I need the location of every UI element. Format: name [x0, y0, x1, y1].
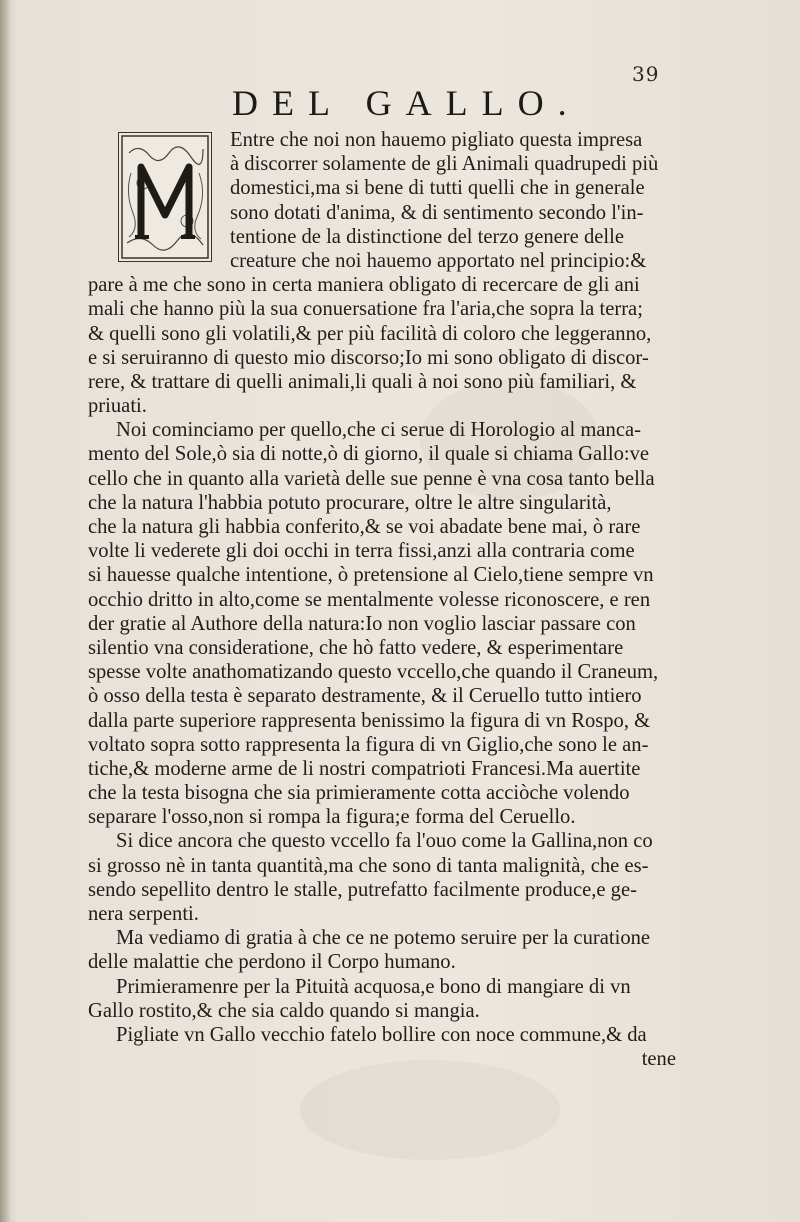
text-line: Si dice ancora che questo vccello fa l'ouo come la Gallina,non co — [116, 830, 653, 853]
text-line: à discorrer solamente de gli Animali quadrupedi più — [230, 153, 659, 176]
text-line: sendo sepellito dentro le stalle, putrefatto facilmente produce,e ge- — [88, 878, 637, 901]
text-line: ò osso della testa è separato destramente, & il Ceruello tutto intiero — [88, 685, 642, 708]
text-line: che la natura gli habbia conferito,& se voi abadate bene mai, ò rare — [88, 516, 641, 538]
text-line: si hauesse qualche intentione, ò pretensione al Cielo,tiene sempre vn — [88, 564, 654, 587]
text-line: Primieramenre per la Pituità acquosa,e bono di mangiare di vn — [116, 975, 631, 998]
page-number: 39 — [632, 62, 660, 86]
text-line: che la testa bisogna che sia primieramente cotta acciòche volendo — [88, 782, 630, 805]
text-line: rere, & trattare di quelli animali,li quali à noi sono più familiari, & — [88, 370, 637, 393]
text-line: sono dotati d'anima, & di sentimento secondo l'in- — [230, 201, 644, 224]
text-line: domestici,ma si bene di tutti quelli che in generale — [230, 177, 645, 200]
text-line: e si seruiranno di questo mio discorso;Io mi sono obligato di discor- — [88, 346, 649, 369]
text-line: Pigliate vn Gallo vecchio fatelo bollire con noce commune,& da — [116, 1023, 647, 1046]
text-line: Gallo rostito,& che sia caldo quando si mangia. — [88, 999, 480, 1022]
text-line: separare l'osso,non si rompa la figura;e forma del Ceruello. — [88, 806, 576, 829]
text-line: si grosso nè in tanta quantità,ma che sono di tanta malignità, che es- — [88, 854, 649, 877]
text-line: tentione de la distinctione del terzo genere delle — [230, 225, 624, 248]
text-line: der gratie al Authore della natura:Io non voglio lasciar passare con — [88, 612, 636, 635]
running-title: DEL GALLO. — [232, 83, 581, 123]
text-line: voltato sopra sotto rappresenta la figura di vn Giglio,che sono le an- — [88, 733, 649, 756]
text-line: Ma vediamo di gratia à che ce ne potemo seruire per la curatione — [116, 927, 651, 950]
text-line: creature che noi hauemo apportato nel principio:& — [230, 249, 647, 272]
text-line: delle malattie che perdono il Corpo humano. — [88, 951, 456, 974]
text-line: volte li vederete gli doi occhi in terra fissi,anzi alla contraria come — [88, 540, 635, 563]
text-line: occhio dritto in alto,come se mentalmente volesse riconoscere, e ren — [88, 588, 651, 611]
text-line: che la natura l'habbia potuto procurare, oltre le altre singularità, — [88, 491, 612, 514]
text-line: pare à me che sono in certa maniera obligato di recercare de gli ani — [88, 274, 640, 297]
text-line: cello che in quanto alla varietà delle sue penne è vna cosa tanto bella — [88, 467, 655, 490]
text-line: mali che hanno più la sua conuersatione fra l'aria,che sopra la terra; — [88, 298, 643, 321]
text-line: & quelli sono gli volatili,& per più facilità di coloro che leggeranno, — [88, 322, 652, 345]
text-line: Noi cominciamo per quello,che ci serue di Horologio al manca- — [116, 419, 641, 442]
text-line: mento del Sole,ò sia di notte,ò di giorno, il quale si chiama Gallo:ve — [88, 443, 650, 466]
text-line: nera serpenti. — [88, 903, 199, 925]
page-gutter-edge — [0, 0, 10, 1222]
text-line: tiche,& moderne arme de li nostri compatrioti Francesi.Ma auertite — [88, 757, 641, 780]
text-line: dalla parte superiore rappresenta benissimo la figura di vn Rospo, & — [88, 709, 651, 732]
catchword: tene — [641, 1048, 676, 1071]
text-line: priuati. — [88, 395, 147, 418]
text-line: Entre che noi non hauemo pigliato questa impresa — [230, 129, 643, 151]
paper-stain — [300, 1060, 560, 1160]
text-line: spesse volte anathomatizando questo vccello,che quando il Craneum, — [88, 661, 659, 684]
body-text — [88, 128, 686, 1071]
text-line: silentio vna consideratione, che hò fatto vedere, & esperimentare — [88, 636, 624, 659]
